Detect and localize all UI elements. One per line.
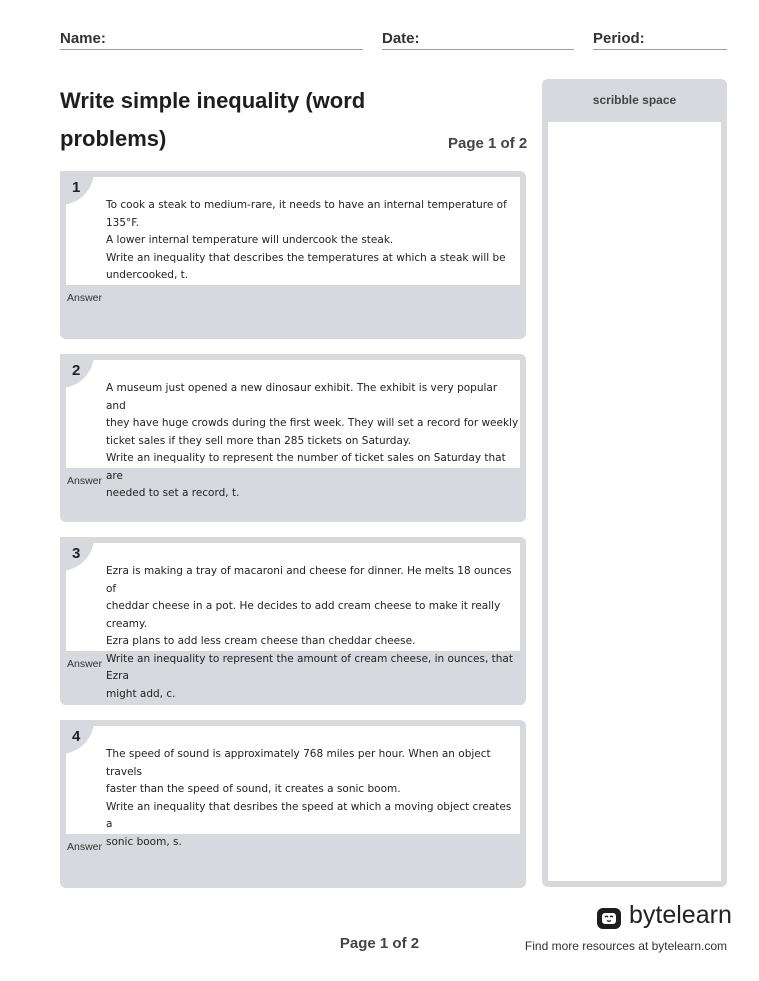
question-text xyxy=(106,563,520,703)
answer-area[interactable]: Answer xyxy=(67,292,103,304)
question-number: 3 xyxy=(72,545,81,562)
answer-area[interactable]: Answer xyxy=(67,658,103,670)
question-line: Ezra is making a tray of macaroni and cheese for dinner. He melts 18 ounces of xyxy=(106,565,512,595)
question-card-4 xyxy=(60,720,526,888)
period-field[interactable] xyxy=(593,30,727,50)
question-number: 1 xyxy=(72,179,81,196)
question-text xyxy=(106,197,520,285)
question-number: 4 xyxy=(72,728,81,745)
question-card-1 xyxy=(60,171,526,339)
question-line: Ezra plans to add less cream cheese than cheddar cheese. xyxy=(106,635,416,647)
name-label: Name: xyxy=(60,30,106,47)
scribble-panel xyxy=(542,79,727,887)
question-line: The speed of sound is approximately 768 miles per hour. When an object travels xyxy=(106,748,491,778)
question-line: they have huge crowds during the first week. They will set a record for weekly xyxy=(106,417,519,429)
answer-area[interactable]: Answer xyxy=(67,475,103,487)
question-line: might add, c. xyxy=(106,687,176,700)
question-card-2 xyxy=(60,354,526,522)
question-line: Write an inequality to represent the number of ticket sales on Saturday that are xyxy=(106,452,506,482)
worksheet-title: Write simple inequality (word problems) xyxy=(60,88,366,151)
question-line: A museum just opened a new dinosaur exhibit. The exhibit is very popular and xyxy=(106,382,498,412)
question-line: To cook a steak to medium-rare, it needs to have an internal temperature of 135°F. xyxy=(106,199,507,229)
bytelearn-logo-icon xyxy=(595,904,623,932)
question-line: cheddar cheese in a pot. He decides to add cream cheese to make it really creamy. xyxy=(106,600,501,630)
page-indicator-top: Page 1 of 2 xyxy=(448,135,528,152)
question-body xyxy=(66,177,520,285)
question-number: 2 xyxy=(72,362,81,379)
question-line: Write an inequality that desribes the speed at which a moving object creates a xyxy=(106,800,512,830)
question-text xyxy=(106,380,520,503)
question-line: Write an inequality that describes the temperatures at which a steak will be xyxy=(106,251,506,264)
footer-tagline: Find more resources at bytelearn.com xyxy=(524,939,727,953)
question-card-3 xyxy=(60,537,526,705)
answer-area[interactable]: Answer xyxy=(67,841,103,853)
scribble-label: scribble space xyxy=(592,93,677,107)
period-label: Period: xyxy=(593,30,645,47)
name-field[interactable] xyxy=(60,30,363,50)
question-text xyxy=(106,746,520,851)
question-line: A lower internal temperature will undercook the steak. xyxy=(106,234,394,246)
question-line: Write an inequality to represent the amount of cream cheese, in ounces, that Ezra xyxy=(106,652,513,682)
question-line: sonic boom, s. xyxy=(106,835,182,848)
page-indicator-bottom: Page 1 of 2 xyxy=(339,935,420,952)
scribble-area[interactable] xyxy=(548,122,721,881)
question-line: ticket sales if they sell more than 285 tickets on Saturday. xyxy=(106,434,411,447)
date-field[interactable] xyxy=(382,30,574,50)
brand-name: bytelearn xyxy=(629,901,732,929)
question-line: needed to set a record, t. xyxy=(106,487,240,499)
date-label: Date: xyxy=(382,30,420,47)
question-line: undercooked, t. xyxy=(106,269,189,281)
question-line: faster than the speed of sound, it creates a sonic boom. xyxy=(106,783,401,795)
